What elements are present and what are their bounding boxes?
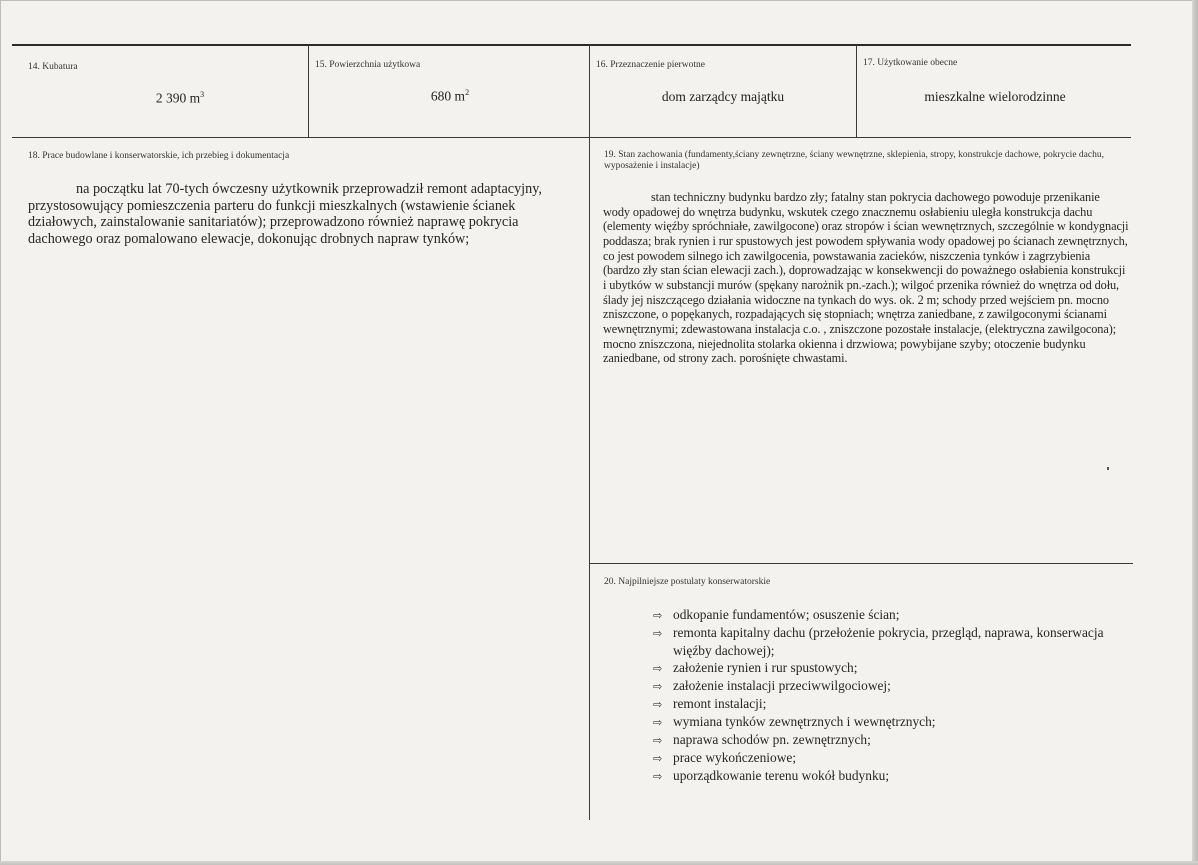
postulate-item (603, 677, 1131, 695)
field-18-text: na początku lat 70-tych ówczesny użytkownik przeprowadził remont adaptacyjny, przystosowujący pomieszczenia parteru do funkcji mieszkalnych (wstawienie ścianek działowych, zainstalowanie sanitariatów); przeprowadzono również naprawę pokrycia dachowego oraz pomalowano elewacje, dokonując drobnych napraw tynków; (28, 181, 542, 247)
postulate-text: założenie instalacji przeciwwilgociowej; (673, 678, 891, 693)
outline-right-arrow-icon: ⇨ (653, 734, 663, 747)
postulate-text: odkopanie fundamentów; osuszenie ścian; (673, 607, 900, 622)
outline-right-arrow-icon: ⇨ (653, 698, 663, 711)
field-14-value (120, 90, 240, 107)
field-15-number: 680 m (430, 88, 466, 104)
row1-bottom-rule (12, 137, 1131, 138)
outline-right-arrow-icon: ⇨ (653, 662, 663, 675)
field-18-label: 18. Prace budowlane i konserwatorskie, ich przebieg i dokumentacja (28, 151, 290, 161)
outline-right-arrow-icon: ⇨ (653, 609, 663, 622)
outline-right-arrow-icon: ⇨ (653, 680, 663, 693)
postulate-text: naprawa schodów pn. zewnętrznych; (673, 732, 871, 747)
field-20-label: 20. Najpilniejsze postulaty konserwatorskie (604, 577, 771, 587)
field-19-label: 19. Stan zachowania (fundamenty,ściany zewnętrzne, ściany wewnętrzne, sklepienia, stropy, konstrukcje dachowe, pokrycie dachu, wyposażenie i instalacje) (604, 150, 1104, 171)
field-17-value: mieszkalne wielorodzinne (924, 89, 1066, 104)
top-rule (12, 44, 1131, 46)
postulates-list (603, 606, 1131, 785)
postulate-text: remonta kapitalny dachu (przełożenie pokrycia, przegląd, naprawa, konserwacja więźby dachowej); (673, 625, 1104, 658)
page-edge-right (1192, 0, 1198, 865)
main-column-divider (589, 45, 590, 820)
field-14-number: 2 390 m (155, 90, 201, 106)
outline-right-arrow-icon: ⇨ (653, 716, 663, 729)
outline-right-arrow-icon: ⇨ (653, 627, 663, 640)
postulate-item (603, 713, 1131, 731)
field-15-value (400, 88, 500, 105)
postulate-item (603, 624, 1131, 659)
postulate-text: remont instalacji; (673, 696, 767, 711)
postulate-text: prace wykończeniowe; (673, 750, 797, 765)
field-15-label: 15. Powierzchnia użytkowa (315, 60, 421, 70)
field-14-unit-exponent: 3 (200, 90, 205, 99)
page-edge-bottom (0, 861, 1198, 865)
paper-speck (1107, 467, 1109, 470)
divider-16-17 (856, 45, 857, 137)
field-17-label: 17. Użytkowanie obecne (863, 58, 958, 68)
section20-top-rule (589, 563, 1133, 564)
field-16-value: dom zarządcy majątku (661, 89, 785, 104)
postulate-text: założenie rynien i rur spustowych; (673, 660, 858, 675)
divider-14-15 (308, 45, 309, 137)
postulate-item (603, 606, 1131, 624)
field-15-unit-exponent: 2 (465, 88, 470, 97)
postulate-text: wymiana tynków zewnętrznych i wewnętrznych; (673, 714, 936, 729)
postulate-item (603, 749, 1131, 767)
outline-right-arrow-icon: ⇨ (653, 770, 663, 783)
field-19-text: stan techniczny budynku bardzo zły; fatalny stan pokrycia dachowego powoduje przenikanie wody opadowej do wnętrza budynku, wskutek czego znacznemu osłabieniu uległa konstrukcja dachu (elementy więźby spróchniałe, zawilgocone) oraz stropów i ścian wewnętrznych, szczególnie w kondygnacji poddasza; brak rynien i rur spustowych jest powodem spływania wody opadowej po ścianach zewnętrznych, co jest powodem silnego ich zawilgocenia, powstawania zacieków, niszczenia tynków i zagrzybienia (bardzo zły stan ścian elewacji zach.), doprowadzając w konsekwencji do poważnego osłabienia konstrukcji i ubytków w substancji murów (spękany narożnik pn.-zach.); wilgoć przenika również do wnętrza od dołu, ślady jej niszczącego działania widoczne na tynkach do wys. ok. 2 m; schody przed wejściem pn. mocno zniszczone, o popękanych, rozpadających się stopniach; wnętrza zaniedbane, z zawilgoconymi ścianami wewnętrznymi; zdewastowana instalacja c.o. , zniszczone pozostałe instalacje, (elektryczna zawilgocona); mocno zniszczona, niejednolita stolarka okienna i drzwiowa; powybijane szyby; otoczenie budynku zaniedbane, od strony zach. porośnięte chwastami. (603, 190, 1129, 366)
postulate-item (603, 731, 1131, 749)
postulate-item (603, 767, 1131, 785)
postulate-item (603, 695, 1131, 713)
field-14-label: 14. Kubatura (28, 62, 78, 72)
postulate-item (603, 659, 1131, 677)
outline-right-arrow-icon: ⇨ (653, 752, 663, 765)
field-16-label: 16. Przeznaczenie pierwotne (596, 60, 705, 70)
postulate-text: uporządkowanie terenu wokół budynku; (673, 768, 890, 783)
